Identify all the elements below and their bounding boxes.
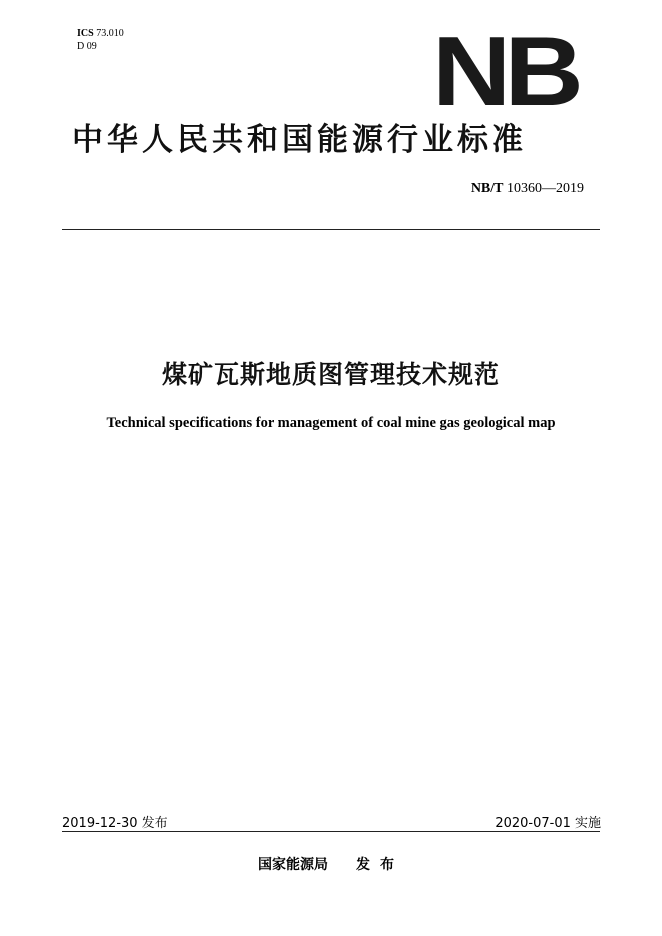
classification-block [77, 27, 124, 53]
implementation-date: 2020-07-01 实施 [495, 816, 601, 831]
issue-date: 2019-12-30 发布 [62, 816, 168, 831]
standard-code: NB/T [470, 181, 504, 196]
ics-value: 73.010 [96, 28, 124, 39]
bottom-divider [62, 831, 600, 832]
issuer-name: 国家能源局 [258, 857, 328, 873]
ccs-line: D 09 [77, 41, 97, 52]
standard-number-value: 10360—2019 [507, 181, 584, 196]
title-english: Technical specifications for management of coal mine gas geological map [106, 415, 556, 431]
nb-logo: NB [432, 16, 578, 126]
title-chinese: 煤矿瓦斯地质图管理技术规范 [161, 360, 500, 389]
issuer-action: 发布 [356, 857, 404, 873]
top-divider [62, 229, 600, 230]
organization-title: 中华人民共和国能源行业标准 [72, 122, 527, 158]
issuer [0, 854, 662, 874]
ics-label: ICS [77, 28, 94, 39]
ics-line [77, 27, 124, 40]
standard-number [471, 181, 584, 197]
